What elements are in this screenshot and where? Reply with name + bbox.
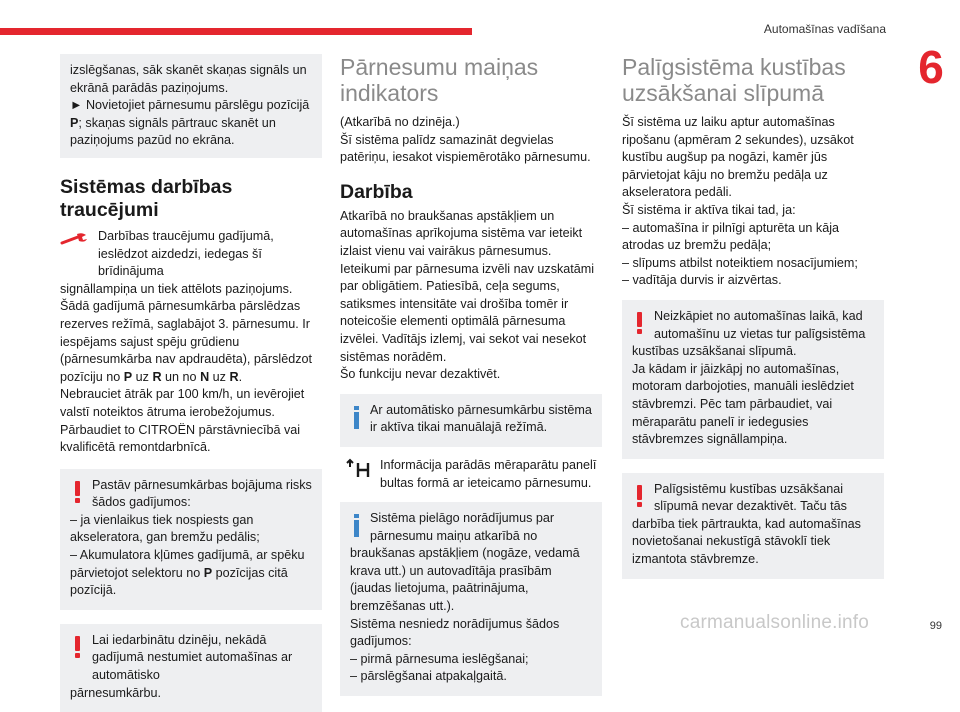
hill-start-heading: Palīgsistēma kustības uzsākšanai slīpumā bbox=[622, 54, 846, 106]
warning-box-exit: Neizkāpiet no automašīnas laikā, kad automašīnu uz vietas tur palīgsistēma kustības uzsākšanai slīpumā. Ja kādam ir jāizkāpj no automašīnas, motoram darbojoties, manuāli ieslēdziet stāvbremzi. Pēc tam pārbaudiet, vai mēraparātu panelī ir iedegusies stāvbremzes signāllampiņa. bbox=[622, 300, 884, 459]
warning-icon bbox=[70, 632, 84, 658]
gear-shift-arrow-icon bbox=[344, 457, 376, 481]
top-red-bar bbox=[0, 28, 472, 35]
info-box-conditions: Sistēma pielāgo norādījumus par pārnesumu maiņu atkarībā no braukšanas apstākļiem (nogāze, vedamā krava utt.) un autovadītāja prasībām (jaudas lietojuma, paātrinājuma, bremzēšanas utt.). Sistēma nesniedz norādījumus šādos gadījumos: – pirmā pārnesuma ieslēgšanai; – pārslēgšanai atpakaļgaitā. bbox=[340, 502, 602, 696]
page-number: 99 bbox=[929, 620, 942, 632]
wrench-icon bbox=[60, 232, 90, 246]
warning-icon bbox=[70, 477, 84, 503]
operation-heading: Darbība bbox=[340, 180, 413, 203]
section-title: Automašīnas vadīšana bbox=[763, 22, 886, 36]
warning-box-push-start: Lai iedarbinātu dzinēju, nekādā gadījumā nestumiet automašīnas ar automātisko pārnesumkārbu. bbox=[60, 624, 322, 712]
malfunction-heading: Sistēmas darbības traucējumi bbox=[60, 175, 233, 221]
gear-indicator-heading: Pārnesumu maiņas indikators bbox=[340, 54, 539, 106]
note-bullet-cont: P; skaņas signāls pārtrauc skanēt un bbox=[70, 115, 276, 130]
note-line: izslēgšanas, sāk skanēt skaņas signāls un bbox=[70, 63, 307, 77]
note-line: ekrānā parādās paziņojums. bbox=[70, 80, 229, 95]
info-box-auto: Ar automātisko pārnesumkārbu sistēma ir aktīva tikai manuālajā režīmā. bbox=[340, 394, 602, 447]
note-bullet: ► Novietojiet pārnesumu pārslēgu pozīcijā bbox=[70, 98, 310, 113]
column-right bbox=[622, 54, 884, 579]
gear-arrow-info: Informācija parādās mēraparātu panelī bultas formā ar ieteicamo pārnesumu. bbox=[340, 457, 602, 492]
info-icon bbox=[350, 510, 362, 537]
hill-start-text: Šī sistēma uz laiku aptur automašīnas ripošanu (apmēram 2 sekundes), uzsākot kustību augšup pa nogāzi, kamēr jūs pārvietojat kāju no bremžu pedāļa uz akseleratora pedāli. Šī sistēma ir aktīva tikai tad, ja: – automašīna ir pilnīgi apturēta un kāja atrodas uz bremžu pedāļa; – slīpums atbilst noteiktiem nosacījumiem; – vadītāja durvis ir aizvērtas. bbox=[622, 115, 858, 288]
gear-intro: (Atkarībā no dzinēja.) Šī sistēma palīdz samazināt degvielas patēriņu, iesakot vispiemērotāko pārnesumu. bbox=[340, 115, 591, 165]
continued-note-box bbox=[60, 54, 322, 158]
column-left bbox=[60, 54, 322, 712]
info-icon bbox=[350, 402, 362, 429]
malfunction-text: Darbības traucējumu gadījumā, ieslēdzot aizdedzi, iedegas šī brīdinājuma signāllampiņa un tiek attēlots paziņojums. Šādā gadījumā pārnesumkārba pārslēdzas rezerves režīmā, saglabājot 3. pārnesumu. Ir iespējams sajust spēju grūdienu (pārnesumkārba nav apdraudēta), pārslēdzot pozīciju no P uz R un no N uz R. Nebrauciet ātrāk par 100 km/h, un ievērojiet valstī noteiktos ātruma ierobežojumus. Pārbaudiet to CITROËN pārstāvniecībā vai kvalificētā remontdarbnīcā. bbox=[60, 228, 313, 455]
watermark: carmanualsonline.info bbox=[680, 612, 870, 633]
chapter-number: 6 bbox=[918, 41, 944, 93]
operation-text: Atkarībā no braukšanas apstākļiem un automašīnas aprīkojuma sistēma var ieteikt izlaist vienu vai vairākus pārnesumus. Ieteikumi par pārnesuma izvēli nav uzskatāmi par obligātiem. Patiesībā, ceļa segums, satiksmes intensitāte vai drošība tomēr ir noteicošie elementi optimālā pārnesuma izvēlei. Vadītājs izlemj, vai sekot vai nesekot sistēmas norādēm. Šo funkciju nevar dezaktivēt. bbox=[340, 208, 595, 382]
warning-box-gearbox: Pastāv pārnesumkārbas bojājuma risks šādos gadījumos: – ja vienlaikus tiek nospiests gan akseleratora, gan bremžu pedālis; – Akumulatora kļūmes gadījumā, ar spēku pārvietojot selektoru no P pozīcijas citā pozīcijā. bbox=[60, 469, 322, 610]
note-line: paziņojums pazūd no ekrāna. bbox=[70, 133, 235, 148]
warning-icon bbox=[632, 481, 646, 507]
warning-icon bbox=[632, 308, 646, 334]
warning-box-deactivate: Palīgsistēmu kustības uzsākšanai slīpumā nevar dezaktivēt. Taču tās darbība tiek pārtraukta, kad automašīnas novietošanai nekustīgā stāvoklī tiek izmantota stāvbremze. bbox=[622, 473, 884, 579]
column-middle bbox=[340, 54, 602, 696]
